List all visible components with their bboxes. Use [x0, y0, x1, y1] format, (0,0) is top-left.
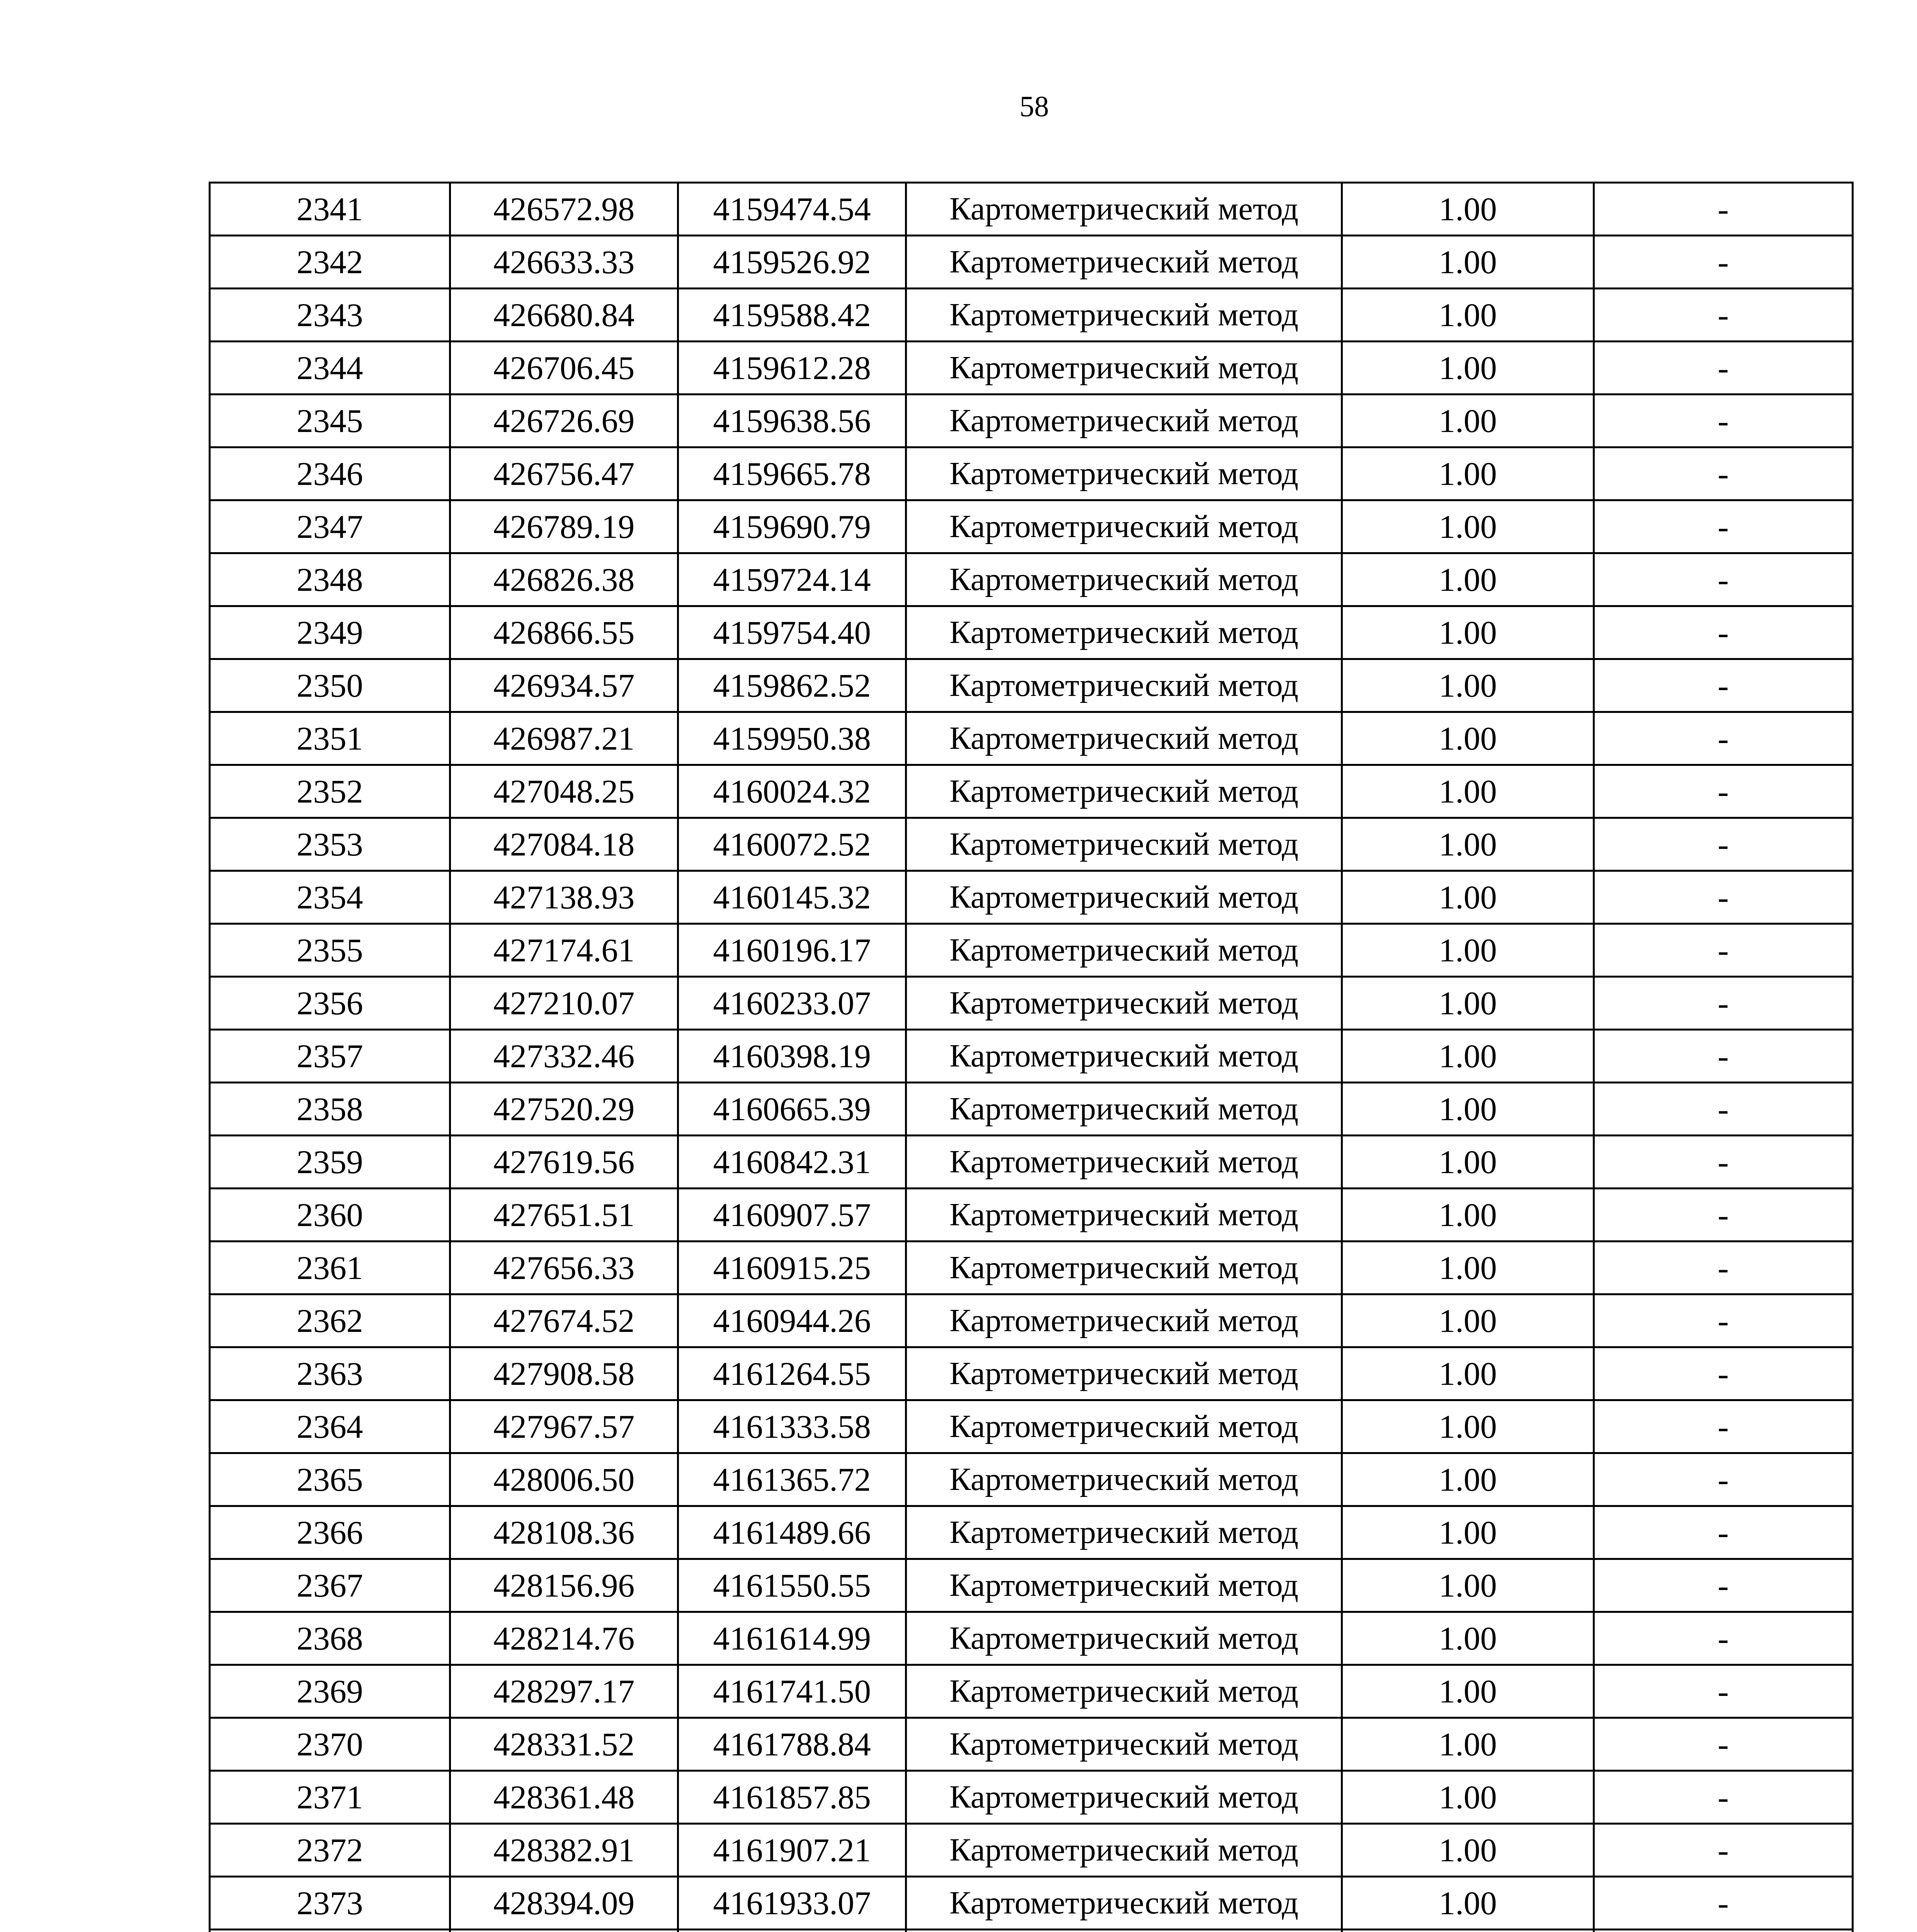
cell-coordinate-x: 427656.33 — [450, 1242, 678, 1294]
cell-coordinate-x: 427967.57 — [450, 1400, 678, 1453]
cell-coordinate-x: 428156.96 — [450, 1559, 678, 1612]
cell-method: Картометрический метод — [906, 1824, 1342, 1877]
table-row — [210, 659, 1853, 712]
table-row — [210, 818, 1853, 871]
cell-point-number: 2372 — [210, 1824, 450, 1877]
cell-note: - — [1594, 606, 1853, 659]
table-row — [210, 977, 1853, 1030]
cell-method: Картометрический метод — [906, 765, 1342, 818]
cell-coordinate-y: 4160024.32 — [678, 765, 906, 818]
cell-note: - — [1594, 1400, 1853, 1453]
cell-method: Картометрический метод — [906, 1030, 1342, 1083]
cell-coordinate-x: 426633.33 — [450, 236, 678, 289]
cell-point-number: 2344 — [210, 342, 450, 395]
cell-note — [1594, 1930, 1853, 1932]
cell-method: Картометрический метод — [906, 606, 1342, 659]
cell-accuracy: 1.00 — [1342, 500, 1594, 553]
cell-accuracy: 1.00 — [1342, 1877, 1594, 1930]
cell-method: Картометрический метод — [906, 977, 1342, 1030]
table-row — [210, 1877, 1853, 1930]
cell-note: - — [1594, 1559, 1853, 1612]
cell-accuracy: 1.00 — [1342, 765, 1594, 818]
coordinates-table-body — [210, 183, 1853, 1932]
cell-note: - — [1594, 1877, 1853, 1930]
table-row — [210, 1242, 1853, 1294]
cell-point-number: 2356 — [210, 977, 450, 1030]
table-row — [210, 395, 1853, 447]
cell-note: - — [1594, 765, 1853, 818]
cell-method: Картометрический метод — [906, 1242, 1342, 1294]
cell-coordinate-y: 4160145.32 — [678, 871, 906, 924]
cell-method: Картометрический метод — [906, 395, 1342, 447]
cell-coordinate-x: 428108.36 — [450, 1506, 678, 1559]
table-row — [210, 924, 1853, 977]
cell-accuracy: 1.00 — [1342, 1453, 1594, 1506]
cell-coordinate-y: 4161489.66 — [678, 1506, 906, 1559]
cell-point-number: 2360 — [210, 1189, 450, 1242]
cell-coordinate-y: 4159474.54 — [678, 183, 906, 236]
cell-accuracy: 1.00 — [1342, 1665, 1594, 1718]
cell-method: Картометрический метод — [906, 1718, 1342, 1771]
cell-coordinate-x — [450, 1930, 678, 1932]
cell-note: - — [1594, 1294, 1853, 1347]
cell-coordinate-y: 4160398.19 — [678, 1030, 906, 1083]
cell-accuracy: 1.00 — [1342, 1718, 1594, 1771]
table-row — [210, 1136, 1853, 1189]
cell-coordinate-y: 4161907.21 — [678, 1824, 906, 1877]
cell-accuracy: 1.00 — [1342, 1083, 1594, 1136]
cell-method: Картометрический метод — [906, 500, 1342, 553]
cell-accuracy: 1.00 — [1342, 342, 1594, 395]
cell-coordinate-y: 4159690.79 — [678, 500, 906, 553]
cell-method: Картометрический метод — [906, 289, 1342, 342]
cell-coordinate-x: 427332.46 — [450, 1030, 678, 1083]
cell-coordinate-y: 4161741.50 — [678, 1665, 906, 1718]
cell-accuracy: 1.00 — [1342, 395, 1594, 447]
cell-note: - — [1594, 447, 1853, 500]
table-row — [210, 1771, 1853, 1824]
cell-point-number: 2365 — [210, 1453, 450, 1506]
cell-accuracy: 1.00 — [1342, 553, 1594, 606]
cell-note: - — [1594, 659, 1853, 712]
table-row — [210, 1665, 1853, 1718]
cell-accuracy: 1.00 — [1342, 659, 1594, 712]
page-number: 58 — [1019, 90, 1049, 123]
cell-point-number: 2370 — [210, 1718, 450, 1771]
cell-point-number: 2350 — [210, 659, 450, 712]
cell-accuracy: 1.00 — [1342, 1400, 1594, 1453]
cell-method: Картометрический метод — [906, 553, 1342, 606]
table-row — [210, 183, 1853, 236]
cell-point-number: 2357 — [210, 1030, 450, 1083]
cell-coordinate-y: 4161788.84 — [678, 1718, 906, 1771]
table-row — [210, 712, 1853, 765]
cell-coordinate-y: 4161333.58 — [678, 1400, 906, 1453]
table-row — [210, 1718, 1853, 1771]
cell-point-number: 2359 — [210, 1136, 450, 1189]
cell-point-number: 2358 — [210, 1083, 450, 1136]
cell-point-number — [210, 1930, 450, 1932]
cell-coordinate-x: 428214.76 — [450, 1612, 678, 1665]
cell-note: - — [1594, 1030, 1853, 1083]
cell-accuracy: 1.00 — [1342, 289, 1594, 342]
cell-coordinate-x: 428361.48 — [450, 1771, 678, 1824]
cell-coordinate-y: 4161550.55 — [678, 1559, 906, 1612]
table-row — [210, 1347, 1853, 1400]
cell-coordinate-y — [678, 1930, 906, 1932]
cell-method: Картометрический метод — [906, 1083, 1342, 1136]
cell-note: - — [1594, 1136, 1853, 1189]
cell-accuracy: 1.00 — [1342, 977, 1594, 1030]
cell-method: Картометрический метод — [906, 447, 1342, 500]
cell-accuracy: 1.00 — [1342, 924, 1594, 977]
cell-method: Картометрический метод — [906, 1612, 1342, 1665]
cell-coordinate-x: 428006.50 — [450, 1453, 678, 1506]
cell-coordinate-x: 428331.52 — [450, 1718, 678, 1771]
cell-method: Картометрический метод — [906, 871, 1342, 924]
cell-coordinate-x: 426866.55 — [450, 606, 678, 659]
cell-method: Картометрический метод — [906, 1400, 1342, 1453]
cell-point-number: 2348 — [210, 553, 450, 606]
cell-point-number: 2366 — [210, 1506, 450, 1559]
cell-method: Картометрический метод — [906, 924, 1342, 977]
cell-accuracy: 1.00 — [1342, 818, 1594, 871]
cell-coordinate-y: 4161264.55 — [678, 1347, 906, 1400]
table-row — [210, 342, 1853, 395]
cell-note: - — [1594, 924, 1853, 977]
table-row — [210, 1453, 1853, 1506]
cell-accuracy: 1.00 — [1342, 1824, 1594, 1877]
cell-coordinate-y: 4159950.38 — [678, 712, 906, 765]
cell-accuracy: 1.00 — [1342, 871, 1594, 924]
cell-point-number: 2373 — [210, 1877, 450, 1930]
cell-method: Картометрический метод — [906, 1665, 1342, 1718]
cell-coordinate-y: 4160915.25 — [678, 1242, 906, 1294]
cell-coordinate-x: 426726.69 — [450, 395, 678, 447]
cell-method: Картометрический метод — [906, 1506, 1342, 1559]
cell-note: - — [1594, 1612, 1853, 1665]
cell-method: Картометрический метод — [906, 659, 1342, 712]
cell-method: Картометрический метод — [906, 1559, 1342, 1612]
cell-coordinate-y: 4161933.07 — [678, 1877, 906, 1930]
table-row — [210, 1612, 1853, 1665]
cell-method: Картометрический метод — [906, 342, 1342, 395]
cell-method: Картометрический метод — [906, 1453, 1342, 1506]
cell-note: - — [1594, 977, 1853, 1030]
table-row — [210, 1930, 1853, 1932]
cell-method: Картометрический метод — [906, 818, 1342, 871]
cell-point-number: 2354 — [210, 871, 450, 924]
coordinates-table — [209, 182, 1854, 1932]
table-row — [210, 289, 1853, 342]
cell-method: Картометрический метод — [906, 1189, 1342, 1242]
cell-note: - — [1594, 395, 1853, 447]
cell-accuracy: 1.00 — [1342, 712, 1594, 765]
table-row — [210, 1400, 1853, 1453]
cell-point-number: 2362 — [210, 1294, 450, 1347]
table-row — [210, 1559, 1853, 1612]
cell-point-number: 2341 — [210, 183, 450, 236]
cell-point-number: 2353 — [210, 818, 450, 871]
cell-accuracy: 1.00 — [1342, 606, 1594, 659]
table-row — [210, 1189, 1853, 1242]
cell-coordinate-x: 427908.58 — [450, 1347, 678, 1400]
cell-method: Картометрический метод — [906, 236, 1342, 289]
cell-accuracy: 1.00 — [1342, 1189, 1594, 1242]
cell-accuracy: 1.00 — [1342, 1612, 1594, 1665]
cell-coordinate-x: 426987.21 — [450, 712, 678, 765]
cell-coordinate-x: 427138.93 — [450, 871, 678, 924]
table-row — [210, 606, 1853, 659]
cell-accuracy: 1.00 — [1342, 236, 1594, 289]
table-row — [210, 447, 1853, 500]
cell-point-number: 2345 — [210, 395, 450, 447]
cell-note: - — [1594, 1347, 1853, 1400]
cell-coordinate-x: 427048.25 — [450, 765, 678, 818]
cell-coordinate-x: 428297.17 — [450, 1665, 678, 1718]
cell-point-number: 2342 — [210, 236, 450, 289]
cell-coordinate-x: 426706.45 — [450, 342, 678, 395]
cell-method: Картометрический метод — [906, 1347, 1342, 1400]
cell-point-number: 2371 — [210, 1771, 450, 1824]
cell-note: - — [1594, 1718, 1853, 1771]
cell-point-number: 2361 — [210, 1242, 450, 1294]
table-row — [210, 236, 1853, 289]
table-row — [210, 871, 1853, 924]
cell-coordinate-y: 4159754.40 — [678, 606, 906, 659]
cell-point-number: 2346 — [210, 447, 450, 500]
cell-note: - — [1594, 1242, 1853, 1294]
cell-coordinate-y: 4159612.28 — [678, 342, 906, 395]
cell-coordinate-x: 426572.98 — [450, 183, 678, 236]
cell-note: - — [1594, 871, 1853, 924]
cell-note: - — [1594, 553, 1853, 606]
cell-coordinate-y: 4160842.31 — [678, 1136, 906, 1189]
cell-point-number: 2368 — [210, 1612, 450, 1665]
cell-point-number: 2363 — [210, 1347, 450, 1400]
cell-accuracy: 1.00 — [1342, 1506, 1594, 1559]
cell-coordinate-y: 4159526.92 — [678, 236, 906, 289]
cell-note: - — [1594, 289, 1853, 342]
cell-accuracy: 1.00 — [1342, 447, 1594, 500]
cell-point-number: 2352 — [210, 765, 450, 818]
cell-method — [906, 1930, 1342, 1932]
cell-point-number: 2367 — [210, 1559, 450, 1612]
table-row — [210, 553, 1853, 606]
cell-accuracy: 1.00 — [1342, 1242, 1594, 1294]
cell-point-number: 2343 — [210, 289, 450, 342]
cell-coordinate-y: 4159588.42 — [678, 289, 906, 342]
cell-point-number: 2369 — [210, 1665, 450, 1718]
cell-coordinate-x: 426680.84 — [450, 289, 678, 342]
cell-coordinate-x: 427174.61 — [450, 924, 678, 977]
cell-note: - — [1594, 500, 1853, 553]
cell-note: - — [1594, 818, 1853, 871]
cell-coordinate-y: 4160665.39 — [678, 1083, 906, 1136]
cell-coordinate-x: 426934.57 — [450, 659, 678, 712]
cell-point-number: 2351 — [210, 712, 450, 765]
cell-note: - — [1594, 1824, 1853, 1877]
cell-accuracy: 1.00 — [1342, 1347, 1594, 1400]
cell-coordinate-y: 4159862.52 — [678, 659, 906, 712]
table-row — [210, 1506, 1853, 1559]
table-row — [210, 1294, 1853, 1347]
cell-method: Картометрический метод — [906, 183, 1342, 236]
table-row — [210, 765, 1853, 818]
cell-coordinate-y: 4160907.57 — [678, 1189, 906, 1242]
cell-coordinate-y: 4161365.72 — [678, 1453, 906, 1506]
table-row — [210, 1824, 1853, 1877]
cell-coordinate-y: 4159665.78 — [678, 447, 906, 500]
cell-accuracy: 1.00 — [1342, 1030, 1594, 1083]
cell-coordinate-y: 4160072.52 — [678, 818, 906, 871]
table-row — [210, 1083, 1853, 1136]
cell-coordinate-y: 4160233.07 — [678, 977, 906, 1030]
cell-accuracy: 1.00 — [1342, 1294, 1594, 1347]
cell-point-number: 2355 — [210, 924, 450, 977]
cell-coordinate-x: 427084.18 — [450, 818, 678, 871]
cell-note: - — [1594, 1453, 1853, 1506]
cell-coordinate-x: 427674.52 — [450, 1294, 678, 1347]
cell-coordinate-y: 4161614.99 — [678, 1612, 906, 1665]
cell-coordinate-y: 4159724.14 — [678, 553, 906, 606]
cell-accuracy — [1342, 1930, 1594, 1932]
cell-coordinate-x: 426756.47 — [450, 447, 678, 500]
cell-coordinate-x: 427520.29 — [450, 1083, 678, 1136]
cell-method: Картометрический метод — [906, 1294, 1342, 1347]
table-row — [210, 1030, 1853, 1083]
cell-accuracy: 1.00 — [1342, 1559, 1594, 1612]
cell-coordinate-y: 4159638.56 — [678, 395, 906, 447]
cell-point-number: 2347 — [210, 500, 450, 553]
cell-note: - — [1594, 1506, 1853, 1559]
cell-coordinate-x: 427210.07 — [450, 977, 678, 1030]
cell-note: - — [1594, 1083, 1853, 1136]
cell-accuracy: 1.00 — [1342, 183, 1594, 236]
cell-coordinate-x: 427619.56 — [450, 1136, 678, 1189]
cell-method: Картометрический метод — [906, 712, 1342, 765]
cell-method: Картометрический метод — [906, 1136, 1342, 1189]
cell-accuracy: 1.00 — [1342, 1136, 1594, 1189]
table-row — [210, 500, 1853, 553]
cell-coordinate-y: 4160196.17 — [678, 924, 906, 977]
cell-note: - — [1594, 236, 1853, 289]
cell-coordinate-x: 426789.19 — [450, 500, 678, 553]
cell-coordinate-y: 4160944.26 — [678, 1294, 906, 1347]
cell-method: Картометрический метод — [906, 1771, 1342, 1824]
cell-accuracy: 1.00 — [1342, 1771, 1594, 1824]
cell-coordinate-x: 427651.51 — [450, 1189, 678, 1242]
cell-note: - — [1594, 183, 1853, 236]
cell-point-number: 2364 — [210, 1400, 450, 1453]
cell-note: - — [1594, 712, 1853, 765]
cell-note: - — [1594, 1189, 1853, 1242]
cell-coordinate-x: 426826.38 — [450, 553, 678, 606]
cell-coordinate-x: 428382.91 — [450, 1824, 678, 1877]
cell-coordinate-y: 4161857.85 — [678, 1771, 906, 1824]
cell-method: Картометрический метод — [906, 1877, 1342, 1930]
cell-note: - — [1594, 342, 1853, 395]
cell-note: - — [1594, 1665, 1853, 1718]
cell-coordinate-x: 428394.09 — [450, 1877, 678, 1930]
cell-note: - — [1594, 1771, 1853, 1824]
cell-point-number: 2349 — [210, 606, 450, 659]
